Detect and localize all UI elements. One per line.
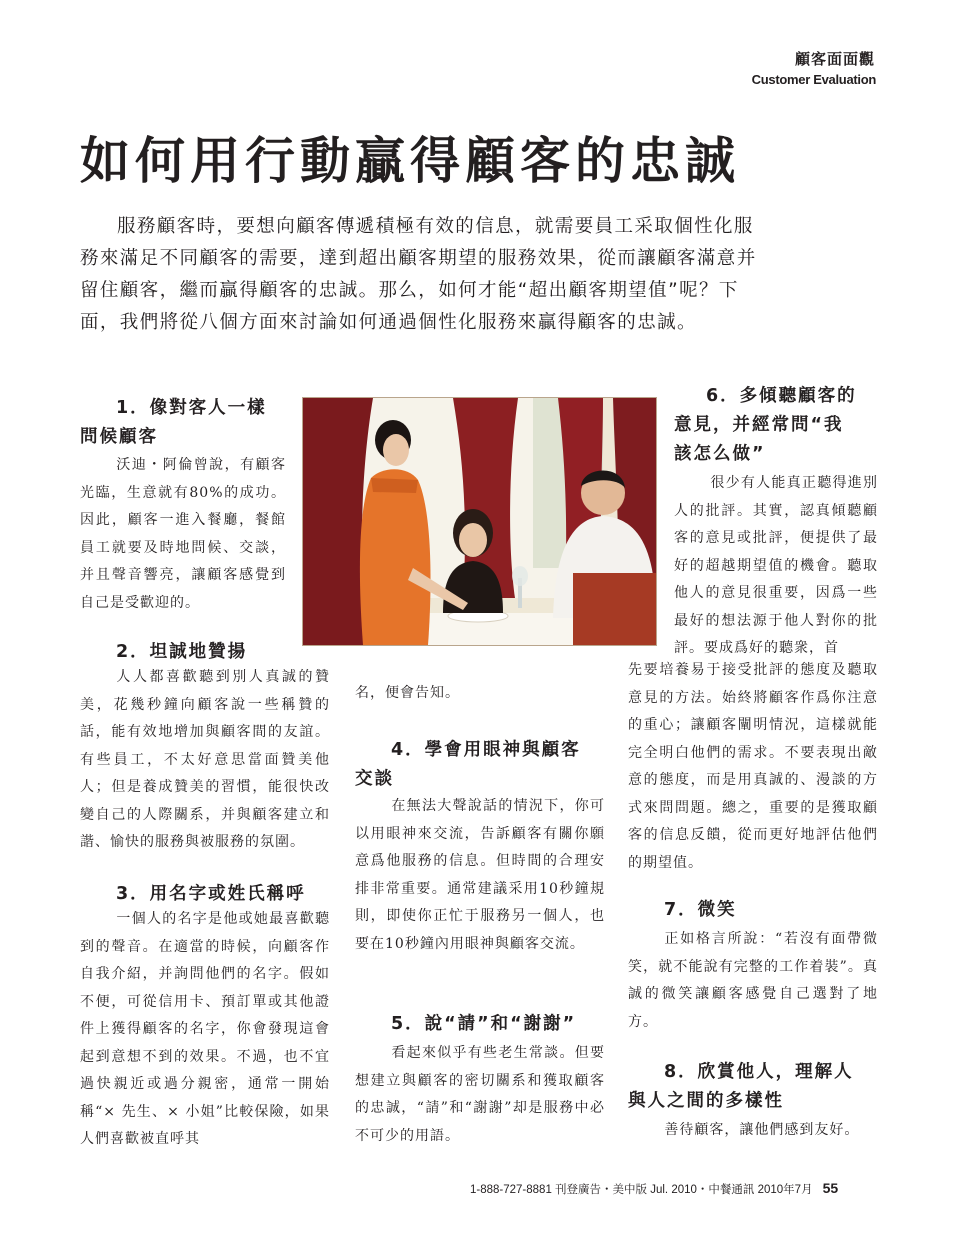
section-6-body-narrow-block (674, 470, 878, 663)
section-2 (80, 638, 288, 667)
section-1-body-block (80, 452, 286, 617)
section-2-body-block (80, 664, 330, 857)
section-4-body-block (355, 793, 605, 958)
section-7-heading: 7．微笑 (664, 900, 737, 920)
section-5-body-block (355, 1040, 605, 1150)
section-8 (628, 1058, 880, 1116)
section-3-heading: 3．用名字或姓氏稱呼 (116, 884, 306, 904)
footer-text: 1-888-727-8881 刊登廣告・美中版 Jul. 2010・中餐通訊 2010年7月 (470, 1184, 813, 1196)
section-6-heading-line-3: 該怎么做” (674, 444, 766, 464)
section-3-continued: 名，便會告知。 (355, 685, 460, 701)
section-5 (355, 1010, 605, 1039)
section-3 (80, 880, 330, 909)
section-6-heading-line-1: 6．多傾聽顧客的 (706, 386, 857, 406)
section-3-body: 一個人的名字是他或她最喜歡聽到的聲音。在適當的時候，向顧客作自我介紹，并詢問他們的名字。假如不便，可從信用卡、預訂單或其他證件上獲得顧客的名字，你會發現這會起到意想不到的效果。不過，也不宜過快親近或過分親密，通常一開始稱“× 先生、× 小姐”比較保險，如果人們喜歡被直呼其 (80, 911, 330, 1147)
section-6-body-wide-block (628, 657, 878, 877)
section-7-body: 正如格言所說：“若沒有面帶微笑，就不能說有完整的工作着裝”。真誠的微笑讓顧客感覺自己選對了地方。 (628, 931, 878, 1030)
restaurant-scene-icon (303, 398, 656, 645)
section-1-body: 沃迪・阿倫曾說，有顧客光臨，生意就有80%的成功。因此，顧客一進入餐廳，餐館員工就要及時地問候、交談，并且聲音響亮，讓顧客感覺到自己是受歡迎的。 (80, 457, 286, 611)
section-4 (355, 736, 605, 794)
section-2-heading: 2．坦誠地贊揚 (116, 642, 248, 662)
section-6-body-narrow: 很少有人能真正聽得進別人的批評。其實，認真傾聽顧客的意見或批評，便提供了最好的超越期望值的機會。聽取他人的意見很重要，因爲一些最好的想法源于他人對你的批評。要成爲好的聽衆，首 (674, 475, 878, 656)
section-1-heading-line-2: 問候顧客 (80, 427, 158, 447)
section-5-heading: 5．說“請”和“謝謝” (391, 1014, 577, 1034)
section-2-body: 人人都喜歡聽到別人真誠的贊美，花幾秒鐘向顧客說一些稱贊的話，能有效地增加與顧客間的友誼。有些員工，不太好意思當面贊美他人；但是養成贊美的習慣，能很快改變自己的人際關系，并與顧客建立和諧、愉快的服務與被服務的氛圍。 (80, 669, 330, 850)
section-7 (628, 896, 878, 925)
section-4-body: 在無法大聲說話的情況下，你可以用眼神來交流，告訴顧客有關你願意爲他服務的信息。但時間的合理安排非常重要。通常建議采用10秒鐘規則，即使你正忙于服務另一個人，也要在10秒鐘內用眼神與顧客交流。 (355, 798, 605, 952)
section-8-heading-line-2: 與人之間的多樣性 (628, 1091, 784, 1111)
section-8-body-block (628, 1117, 878, 1145)
intro-paragraph: 服務顧客時，要想向顧客傳遞積極有效的信息，就需要員工采取個性化服務來滿足不同顧客的需要，達到超出顧客期望的服務效果，從而讓顧客滿意并留住顧客，繼而贏得顧客的忠誠。那么，如何才能“超出顧客期望值”呢？下面，我們將從八個方面來討論如何通過個性化服務來贏得顧客的忠誠。 (80, 216, 757, 333)
section-6-heading-line-2: 意見，并經常問“我 (674, 415, 844, 435)
section-7-body-block (628, 926, 878, 1036)
page-number: 55 (822, 1180, 839, 1196)
section-1-heading-line-1: 1．像對客人一樣 (116, 398, 267, 418)
section-title-en: Customer Evaluation (751, 72, 876, 87)
section-3-continued-block (355, 680, 605, 708)
section-4-heading-line-2: 交談 (355, 769, 394, 789)
section-4-heading-line-1: 4．學會用眼神與顧客 (391, 740, 581, 760)
section-1 (80, 394, 288, 452)
section-title-cn: 顧客面面觀 (794, 50, 875, 68)
section-8-body: 善待顧客，讓他們感到友好。 (664, 1122, 860, 1138)
section-6-body-wide: 先要培養易于接受批評的態度及聽取意見的方法。始終將顧客作爲你注意的重心；讓顧客闡明情況，這樣就能完全明白他們的需求。不要表現出敵意的態度，而是用真誠的、漫談的方式來問問題。總之，重要的是獲取顧客的信息反饋，從而更好地評估他們的期望值。 (628, 662, 878, 871)
restaurant-photo (302, 397, 657, 646)
section-6 (674, 382, 878, 469)
section-3-body-block (80, 906, 330, 1154)
page-footer (470, 1180, 876, 1197)
section-5-body: 看起來似乎有些老生常談。但要想建立與顧客的密切關系和獲取顧客的忠誠，“請”和“謝謝”却是服務中必不可少的用語。 (355, 1045, 605, 1144)
section-8-heading-line-1: 8．欣賞他人，理解人 (664, 1062, 854, 1082)
article-intro (80, 211, 760, 339)
article-title: 如何用行動贏得顧客的忠誠 (80, 131, 740, 190)
